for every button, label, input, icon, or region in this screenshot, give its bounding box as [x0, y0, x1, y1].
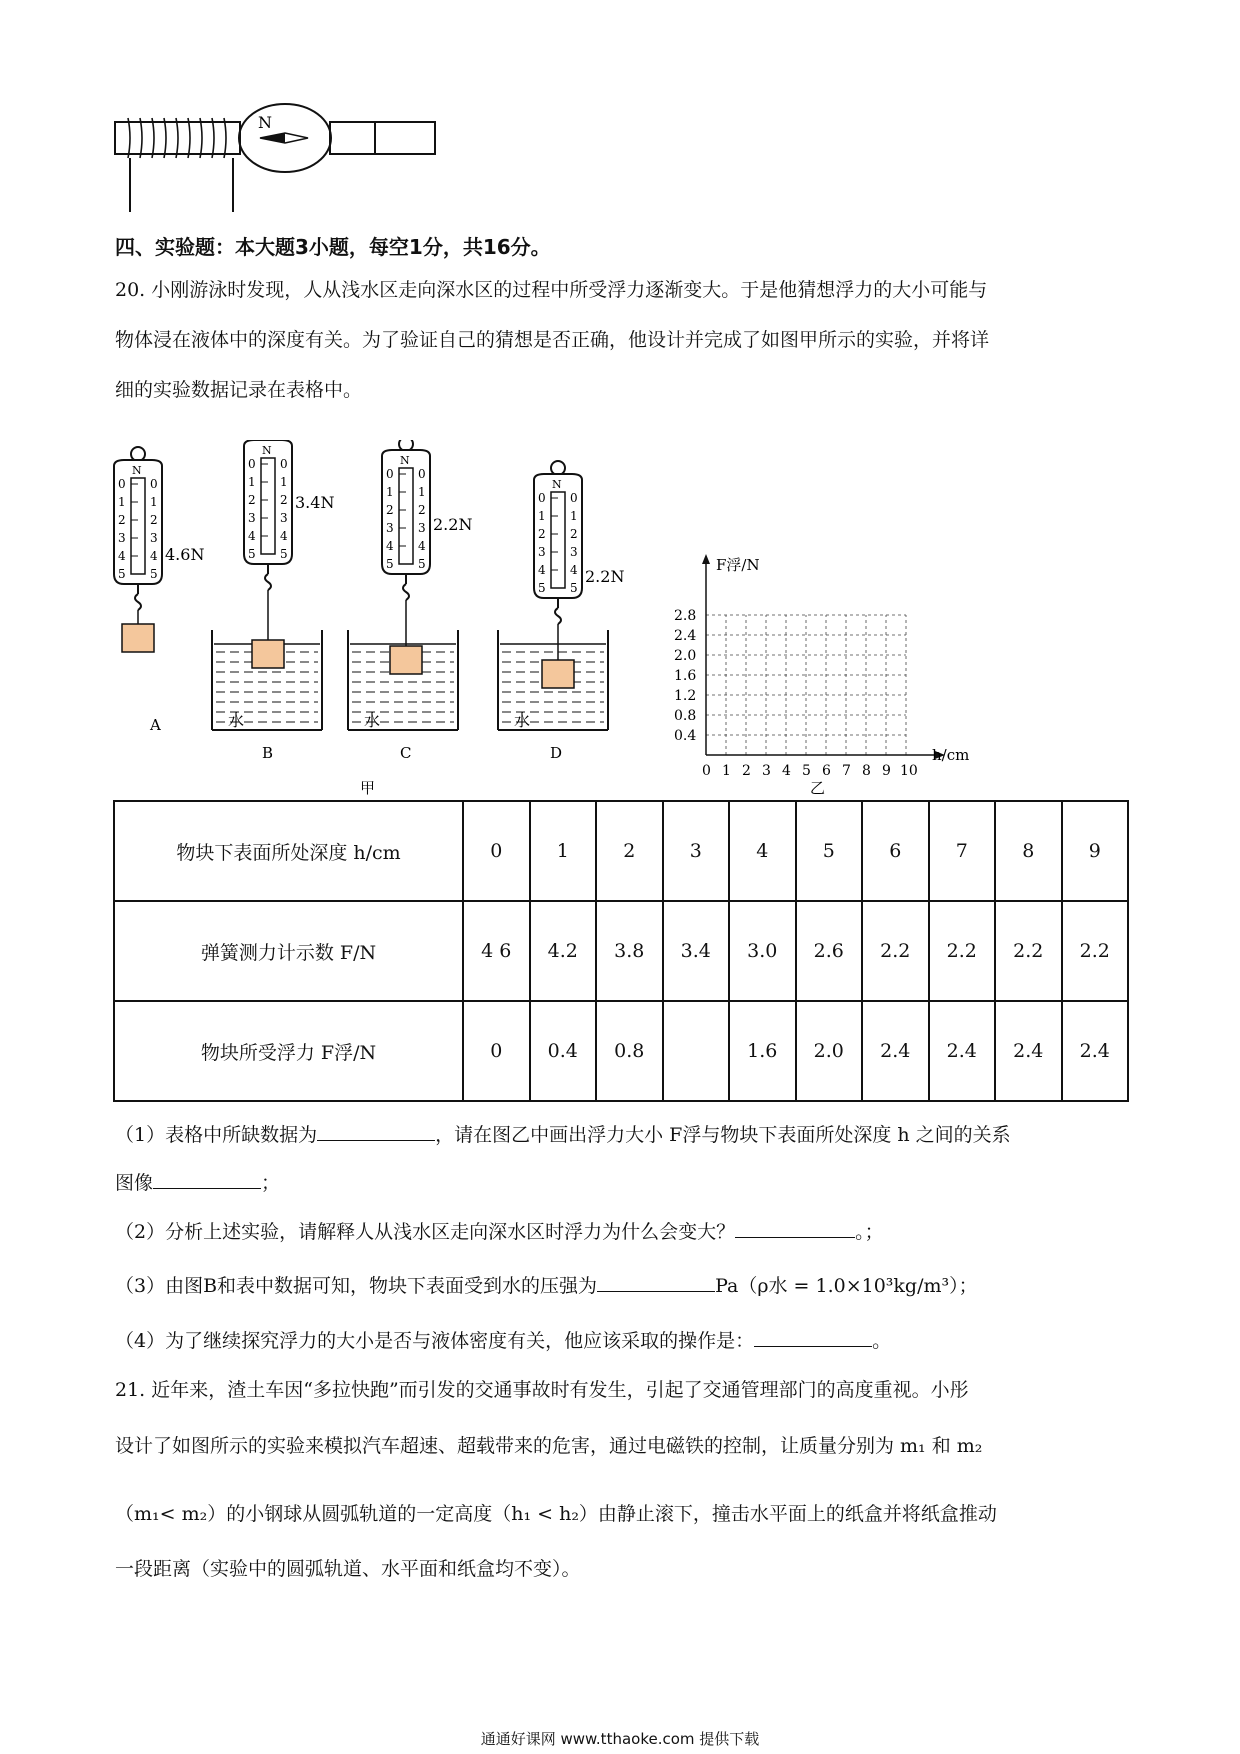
scale-tick-label: 4 — [386, 539, 394, 553]
table-cell: 0 — [463, 1001, 530, 1101]
scale-tick-label: 3 — [150, 531, 158, 545]
sub-question-4: （4）为了继续探究浮力的大小是否与液体密度有关，他应该采取的操作是： 。 — [115, 1326, 891, 1355]
x-tick-label: 2 — [742, 763, 751, 779]
row-header: 物块所受浮力 F浮/N — [114, 1001, 463, 1101]
scale-tick-label: 3 — [570, 545, 578, 559]
figure-jia — [110, 440, 670, 800]
x-tick-label: 3 — [762, 763, 771, 779]
table-cell: 4 — [729, 801, 796, 901]
svg-text:2.2N: 2.2N — [433, 515, 473, 534]
y-axis-label: F浮/N — [716, 556, 760, 574]
scale-tick-label: 3 — [418, 521, 426, 535]
svg-text:N: N — [132, 464, 142, 477]
table-cell: 2.4 — [929, 1001, 996, 1101]
scale-tick-label: 5 — [280, 547, 288, 561]
scale-tick-label: 5 — [538, 581, 546, 595]
x-axis-label: h/cm — [932, 746, 970, 764]
svg-text:水: 水 — [228, 711, 245, 730]
scale-tick-label: 2 — [538, 527, 546, 541]
scale-tick-label: 2 — [248, 493, 256, 507]
table-row — [114, 1001, 1128, 1101]
scale-tick-label: 5 — [150, 567, 158, 581]
svg-text:水: 水 — [364, 711, 381, 730]
y-tick-label: 2.0 — [674, 648, 697, 664]
scale-tick-label: 0 — [570, 491, 578, 505]
x-tick-label: 8 — [862, 763, 871, 779]
answer-blank[interactable] — [597, 1271, 715, 1292]
x-tick-label: 1 — [722, 763, 731, 779]
answer-blank[interactable] — [735, 1217, 855, 1238]
table-cell: 3.8 — [596, 901, 663, 1001]
svg-text:水: 水 — [514, 711, 531, 730]
spring-scale-d — [498, 461, 624, 762]
scale-tick-label: 0 — [418, 467, 426, 481]
x-tick-label: 4 — [782, 763, 791, 779]
sub-question-1-cont: 图像 ； — [115, 1168, 280, 1197]
q21-line-3: （m₁< m₂）的小钢球从圆弧轨道的一定高度（h₁ < h₂）由静止滚下，撞击水平面上的纸盒并将纸盒推动 — [115, 1503, 997, 1525]
section-title: 四、实验题：本大题3小题，每空1分，共16分。 — [115, 235, 551, 259]
scale-tick-label: 5 — [418, 557, 426, 571]
q20-intro-line-3: 细的实验数据记录在表格中。 — [115, 379, 363, 401]
svg-text:3.4N: 3.4N — [295, 493, 335, 512]
table-cell: 2.6 — [796, 901, 863, 1001]
row-header: 物块下表面所处深度 h/cm — [114, 801, 463, 901]
table-cell: 3.0 — [729, 901, 796, 1001]
sub-question-1: （1）表格中所缺数据为 ，请在图乙中画出浮力大小 F浮与物块下表面所处深度 h 之间的关系 — [115, 1120, 1011, 1149]
table-cell: 4 6 — [463, 901, 530, 1001]
q21-line-4: 一段距离（实验中的圆弧轨道、水平面和纸盒均不变）。 — [115, 1558, 581, 1580]
svg-text:2.2N: 2.2N — [585, 567, 625, 586]
table-cell: 2.2 — [995, 901, 1062, 1001]
table-cell: 7 — [929, 801, 996, 901]
scale-tick-label: 5 — [570, 581, 578, 595]
x-tick-label: 7 — [842, 763, 851, 779]
svg-text:N: N — [262, 444, 272, 457]
scale-tick-label: 0 — [280, 457, 288, 471]
scale-tick-label: 5 — [118, 567, 126, 581]
table-cell: 2.4 — [862, 1001, 929, 1101]
table-cell: 3 — [663, 801, 730, 901]
scale-tick-label: 1 — [386, 485, 394, 499]
scale-tick-label: 0 — [150, 477, 158, 491]
figure-yi-graph — [670, 550, 990, 800]
table-cell: 1.6 — [729, 1001, 796, 1101]
scale-tick-label: 1 — [150, 495, 158, 509]
scale-tick-label: 3 — [248, 511, 256, 525]
table-cell: 5 — [796, 801, 863, 901]
x-tick-label: 9 — [882, 763, 891, 779]
scale-tick-label: 3 — [386, 521, 394, 535]
table-cell: 2.2 — [1062, 901, 1129, 1001]
scale-tick-label: 2 — [118, 513, 126, 527]
table-cell: 0 — [463, 801, 530, 901]
table-cell: 2.4 — [995, 1001, 1062, 1101]
table-cell: 2.2 — [929, 901, 996, 1001]
figure-jia-caption: 甲 — [360, 779, 376, 797]
scale-tick-label: 5 — [386, 557, 394, 571]
table-cell: 3.4 — [663, 901, 730, 1001]
scale-tick-label: 2 — [386, 503, 394, 517]
x-tick-label: 0 — [702, 763, 711, 779]
scale-tick-label: 4 — [248, 529, 256, 543]
scale-tick-label: 4 — [418, 539, 426, 553]
table-cell: 6 — [862, 801, 929, 901]
svg-text:D: D — [550, 744, 563, 762]
scale-tick-label: 4 — [570, 563, 578, 577]
scale-tick-label: 5 — [248, 547, 256, 561]
table-row — [114, 901, 1128, 1001]
solenoid-compass-figure — [110, 100, 440, 215]
table-cell: 8 — [995, 801, 1062, 901]
svg-text:N: N — [552, 478, 562, 491]
spring-scale-b — [212, 440, 334, 762]
table-cell: 4.2 — [530, 901, 597, 1001]
scale-tick-label: 0 — [538, 491, 546, 505]
sub-question-3: （3）由图B和表中数据可知，物块下表面受到水的压强为 Pa（ρ水 = 1.0×10³kg/m³）； — [115, 1271, 978, 1300]
scale-tick-label: 3 — [118, 531, 126, 545]
y-tick-label: 2.8 — [674, 608, 697, 624]
y-tick-label: 1.6 — [674, 668, 697, 684]
scale-tick-label: 4 — [538, 563, 546, 577]
svg-text:N: N — [400, 454, 410, 467]
figure-yi-caption: 乙 — [810, 779, 826, 797]
table-cell: 2.2 — [862, 901, 929, 1001]
table-cell: 0.4 — [530, 1001, 597, 1101]
q20-intro-line-1: 20. 小刚游泳时发现，人从浅水区走向深水区的过程中所受浮力逐渐变大。于是他猜想浮力的大小可能与 — [115, 279, 988, 301]
answer-blank[interactable] — [153, 1168, 261, 1189]
y-tick-label: 1.2 — [674, 688, 697, 704]
y-tick-label: 0.4 — [674, 728, 697, 744]
spring-scale-a — [114, 447, 204, 734]
x-tick-label: 6 — [822, 763, 831, 779]
table-row — [114, 801, 1128, 901]
scale-tick-label: 1 — [248, 475, 256, 489]
q21-line-1: 21. 近年来，渣土车因“多拉快跑”而引发的交通事故时有发生，引起了交通管理部门的高度重视。小彤 — [115, 1379, 969, 1401]
x-tick-label: 5 — [802, 763, 811, 779]
scale-tick-label: 1 — [570, 509, 578, 523]
table-cell: 1 — [530, 801, 597, 901]
table-cell: 2.0 — [796, 1001, 863, 1101]
answer-blank[interactable] — [754, 1326, 872, 1347]
table-cell: 2 — [596, 801, 663, 901]
y-tick-label: 0.8 — [674, 708, 697, 724]
scale-tick-label: 0 — [248, 457, 256, 471]
scale-tick-label: 0 — [386, 467, 394, 481]
scale-tick-label: 4 — [280, 529, 288, 543]
scale-tick-label: 3 — [280, 511, 288, 525]
compass-n-label: N — [258, 113, 272, 132]
table-cell: 2.4 — [1062, 1001, 1129, 1101]
q20-intro-line-2: 物体浸在液体中的深度有关。为了验证自己的猜想是否正确，他设计并完成了如图甲所示的实验，并将详 — [115, 329, 990, 351]
scale-tick-label: 1 — [538, 509, 546, 523]
svg-text:A: A — [150, 716, 161, 734]
scale-tick-label: 2 — [150, 513, 158, 527]
table-cell: 9 — [1062, 801, 1129, 901]
svg-text:C: C — [400, 744, 412, 762]
data-table — [113, 800, 1129, 1102]
table-cell — [663, 1001, 730, 1101]
y-tick-label: 2.4 — [674, 628, 697, 644]
page-footer: 通通好课网 www.tthaoke.com 提供下载 — [480, 1730, 760, 1748]
q21-line-2: 设计了如图所示的实验来模拟汽车超速、超载带来的危害，通过电磁铁的控制，让质量分别为 m₁ 和 m₂ — [115, 1435, 983, 1457]
scale-tick-label: 0 — [118, 477, 126, 491]
scale-tick-label: 1 — [118, 495, 126, 509]
scale-tick-label: 3 — [538, 545, 546, 559]
scale-tick-label: 1 — [418, 485, 426, 499]
spring-scale-c — [348, 440, 472, 762]
scale-tick-label: 2 — [280, 493, 288, 507]
x-tick-label: 10 — [900, 763, 918, 779]
scale-tick-label: 1 — [280, 475, 288, 489]
table-cell: 0.8 — [596, 1001, 663, 1101]
row-header: 弹簧测力计示数 F/N — [114, 901, 463, 1001]
svg-text:4.6N: 4.6N — [165, 545, 205, 564]
sub-question-2: （2）分析上述实验，请解释人从浅水区走向深水区时浮力为什么会变大？ 。； — [115, 1217, 884, 1246]
scale-tick-label: 2 — [418, 503, 426, 517]
scale-tick-label: 2 — [570, 527, 578, 541]
scale-tick-label: 4 — [150, 549, 158, 563]
scale-tick-label: 4 — [118, 549, 126, 563]
answer-blank[interactable] — [317, 1120, 435, 1141]
svg-text:B: B — [262, 744, 274, 762]
